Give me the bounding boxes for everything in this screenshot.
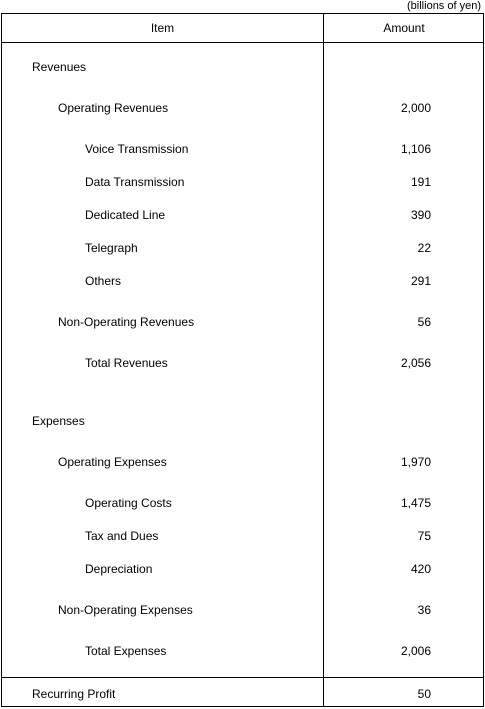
row-amount: 56 — [417, 315, 431, 329]
row-amount: 1,475 — [400, 496, 431, 510]
table-row — [2, 495, 483, 511]
row-label: Operating Revenues — [58, 101, 169, 115]
row-amount: 1,106 — [400, 142, 431, 156]
table-row — [2, 454, 483, 470]
row-amount: 1,970 — [400, 455, 431, 469]
row-amount: 291 — [410, 274, 431, 288]
footer-row — [2, 686, 483, 702]
row-label: Voice Transmission — [85, 142, 189, 156]
row-label: Total Revenues — [85, 356, 168, 370]
row-label: Non-Operating Expenses — [58, 603, 193, 617]
header-item: Item — [150, 21, 175, 35]
row-amount: 2,006 — [400, 644, 431, 658]
row-label: Tax and Dues — [85, 529, 159, 543]
table-row — [2, 207, 483, 223]
footer-divider — [2, 677, 483, 678]
table-row — [2, 528, 483, 544]
row-label: Depreciation — [85, 562, 153, 576]
row-amount: 75 — [417, 529, 431, 543]
row-amount: 420 — [410, 562, 431, 576]
footer-label: Recurring Profit — [32, 687, 116, 701]
table-row — [2, 273, 483, 289]
table-row — [2, 59, 483, 75]
row-amount: 2,056 — [400, 356, 431, 370]
row-label: Non-Operating Revenues — [58, 315, 195, 329]
row-label: Data Transmission — [85, 175, 185, 189]
footer-amount: 50 — [417, 687, 431, 701]
row-label: Expenses — [32, 414, 85, 428]
row-label: Telegraph — [85, 241, 138, 255]
row-label: Others — [85, 274, 122, 288]
row-label: Operating Costs — [85, 496, 172, 510]
table-row — [2, 643, 483, 659]
row-amount: 191 — [410, 175, 431, 189]
table-row — [2, 314, 483, 330]
table-row — [2, 561, 483, 577]
row-amount: 36 — [417, 603, 431, 617]
row-amount: 2,000 — [400, 101, 431, 115]
table-row — [2, 355, 483, 371]
table-row — [2, 100, 483, 116]
unit-note: (billions of yen) — [407, 0, 481, 12]
row-amount: 22 — [417, 241, 431, 255]
row-label: Dedicated Line — [85, 208, 166, 222]
header-divider — [2, 42, 483, 43]
row-label: Operating Expenses — [58, 455, 167, 469]
header-amount: Amount — [383, 21, 425, 35]
row-label: Total Expenses — [85, 644, 167, 658]
table-row — [2, 602, 483, 618]
table-row — [2, 174, 483, 190]
financial-table — [1, 13, 484, 707]
table-row — [2, 141, 483, 157]
row-amount: 390 — [410, 208, 431, 222]
table-row — [2, 240, 483, 256]
table-row — [2, 413, 483, 429]
row-label: Revenues — [32, 60, 87, 74]
